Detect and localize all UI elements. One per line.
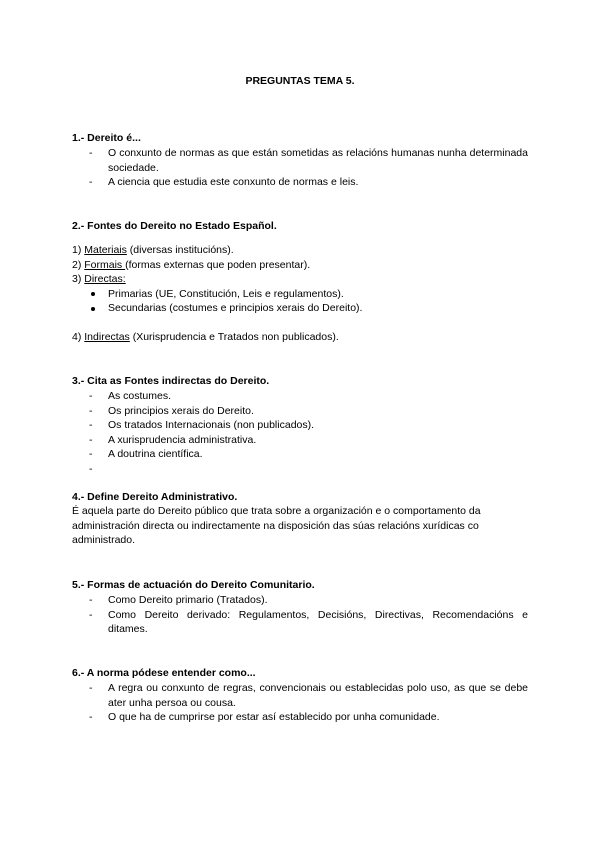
- list-item: -: [89, 462, 93, 475]
- list-item: - O conxunto de normas as que están sometidas as relacións humanas nunha determinada sociedade.: [89, 147, 528, 174]
- document-title: PREGUNTAS TEMA 5.: [245, 75, 355, 87]
- list-item: - Os tratados Internacionais (non publicados).: [89, 419, 315, 431]
- section-4: [72, 490, 528, 548]
- list-item: - Como Dereito derivado: Regulamentos, Decisións, Directivas, Recomendacións e ditames.: [89, 608, 528, 635]
- list-item: - O que ha de cumprirse por estar así establecido por unha comunidade.: [89, 711, 440, 723]
- bullet-icon: [91, 292, 95, 296]
- section-4-heading: 4.- Define Dereito Administrativo.: [72, 491, 238, 503]
- list-item: - Os principios xerais do Dereito.: [89, 404, 254, 417]
- list-item: Secundarias (costumes e principios xerais do Dereito).: [72, 301, 528, 316]
- section-1-list: [72, 146, 528, 190]
- list-item: - A regra ou conxunto de regras, convencionais ou establecidas polo uso, as que se debe ater unha persoa ou cousa.: [89, 682, 528, 709]
- section-3-list: [72, 389, 528, 476]
- bullet-icon: [91, 307, 95, 311]
- source-line-2: 2) Formais (formas externas que poden presentar).: [72, 258, 311, 271]
- section-3-heading: 3.- Cita as Fontes indirectas do Dereito.: [72, 375, 270, 387]
- source-line-4: 4) Indirectas (Xurisprudencia e Tratados non publicados).: [72, 330, 339, 343]
- list-item: - Como Dereito primario (Tratados).: [89, 594, 268, 606]
- section-4-definition: É aquela parte do Dereito público que trata sobre a organización e o comportamento da administración directa ou indirectamente na disposición das súas relacións xurídicas co administrado.: [72, 505, 481, 546]
- section-5: [72, 578, 528, 637]
- section-2: [72, 219, 528, 344]
- section-5-list: [72, 593, 528, 637]
- list-item: Primarias (UE, Constitución, Leis e regulamentos).: [72, 287, 528, 302]
- section-6: [72, 666, 528, 725]
- list-item: - A doutrina científica.: [89, 448, 203, 460]
- direct-sources-list: [72, 287, 528, 316]
- list-item: - A ciencia que estudia este conxunto de normas e leis.: [89, 176, 359, 188]
- section-1: [72, 131, 528, 190]
- source-line-1: 1) Materiais (diversas institucións).: [72, 244, 234, 256]
- source-line-3: 3) Directas:: [72, 273, 126, 285]
- section-2-heading: 2.- Fontes do Dereito no Estado Español.: [72, 220, 277, 232]
- section-6-list: [72, 681, 528, 725]
- list-item: - As costumes.: [89, 390, 172, 402]
- list-item: - A xurisprudencia administrativa.: [89, 433, 257, 446]
- section-5-heading: 5.- Formas de actuación do Dereito Comunitario.: [72, 579, 315, 591]
- section-3: [72, 374, 528, 476]
- section-1-heading: 1.- Dereito é...: [72, 132, 141, 144]
- section-6-heading: 6.- A norma pódese entender como...: [72, 667, 256, 679]
